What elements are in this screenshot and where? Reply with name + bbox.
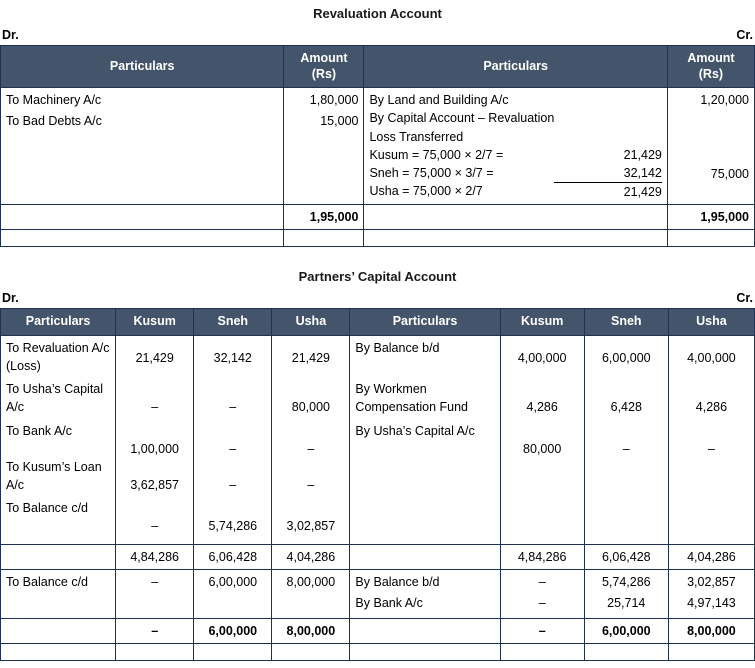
capital-body-row — [1, 335, 755, 544]
revaluation-dr-label: Dr. — [2, 28, 19, 42]
capital-total2-right-usha: 8,00,000 — [668, 619, 754, 644]
capital-total2-right-particulars — [350, 619, 500, 644]
capital-cr-label: Cr. — [736, 291, 753, 306]
capital-footer-cell — [116, 644, 194, 661]
revaluation-total-left-blank — [1, 205, 284, 230]
capital-total1-right-sneh: 6,06,428 — [584, 544, 668, 569]
revaluation-footer-cell — [1, 230, 284, 247]
capital-right-kusum-3: 80,000 — [523, 441, 562, 456]
capital-right-sneh-3: – — [622, 441, 630, 456]
capital-left-sneh-4: – — [229, 477, 237, 492]
revaluation-footer-blank-row — [1, 230, 755, 247]
capital-second-right-item-1: By Balance b/d — [355, 574, 440, 589]
revaluation-header-amount-right: Amount (Rs) — [667, 46, 754, 88]
capital-left-item-5: To Balance c/d — [6, 500, 88, 515]
capital-left-usha-2: 80,000 — [291, 399, 330, 414]
capital-left-usha-5: 3,02,857 — [286, 518, 336, 533]
capital-footer-cell — [668, 644, 754, 661]
capital-drcr — [0, 291, 755, 305]
capital-second-right-sneh-2: 25,714 — [607, 596, 646, 610]
capital-header-usha-right: Usha — [668, 309, 754, 336]
capital-second-left-item-1: To Balance c/d — [6, 574, 88, 589]
revaluation-header-row — [1, 46, 755, 88]
capital-left-kusum-3: 1,00,000 — [130, 441, 180, 456]
revaluation-right-amount-1: 1,20,000 — [700, 93, 749, 108]
capital-second-left-sneh-1: 6,00,000 — [208, 574, 258, 589]
capital-header-particulars-left: Particulars — [1, 309, 116, 336]
capital-right-kusum-cell — [500, 335, 584, 544]
capital-second-right-item-2: By Bank A/c — [355, 596, 423, 610]
revaluation-footer-cell — [667, 230, 754, 247]
revaluation-total-left-amount: 1,95,000 — [284, 205, 364, 230]
capital-right-usha-1: 4,00,000 — [687, 350, 736, 365]
capital-second-right-particulars — [350, 569, 500, 618]
revaluation-header-particulars-left: Particulars — [1, 46, 284, 88]
capital-total2-kusum: – — [116, 619, 194, 644]
capital-second-right-kusum-2: – — [538, 596, 546, 610]
capital-left-item-1: To Revaluation A/c (Loss) — [6, 340, 110, 373]
capital-right-sneh-cell — [584, 335, 668, 544]
capital-right-particulars-cell — [350, 335, 500, 544]
capital-header-usha-left: Usha — [272, 309, 350, 336]
capital-left-kusum-cell — [116, 335, 194, 544]
capital-footer-cell — [1, 644, 116, 661]
revaluation-split-row — [369, 146, 661, 164]
capital-left-item-3: To Bank A/c — [6, 423, 73, 438]
revaluation-right-particulars-cell — [364, 88, 667, 205]
capital-total2-usha: 8,00,000 — [272, 619, 350, 644]
capital-second-body-row — [1, 569, 755, 618]
capital-total2-sneh: 6,00,000 — [194, 619, 272, 644]
capital-total1-usha: 4,04,286 — [272, 544, 350, 569]
capital-right-item-3: By Usha’s Capital A/c — [355, 423, 475, 438]
capital-footer-cell — [500, 644, 584, 661]
capital-right-usha-cell — [668, 335, 754, 544]
capital-total1-right-kusum: 4,84,286 — [500, 544, 584, 569]
capital-second-right-kusum-1: – — [538, 574, 546, 589]
revaluation-right-line-1: By Land and Building A/c — [369, 93, 509, 108]
capital-second-left-usha — [272, 569, 350, 618]
capital-right-kusum-2: 4,286 — [526, 399, 558, 414]
revaluation-total-row — [1, 205, 755, 230]
revaluation-cr-label: Cr. — [736, 28, 753, 42]
capital-footer-cell — [350, 644, 500, 661]
capital-total1-particulars — [1, 544, 116, 569]
capital-left-usha-1: 21,429 — [291, 350, 330, 365]
capital-second-left-kusum — [116, 569, 194, 618]
revaluation-header-amount-left: Amount (Rs) — [284, 46, 364, 88]
capital-header-sneh-left: Sneh — [194, 309, 272, 336]
capital-left-kusum-5: – — [151, 518, 159, 533]
revaluation-split-table — [369, 146, 661, 201]
capital-dr-label: Dr. — [2, 291, 19, 306]
revaluation-drcr — [0, 28, 755, 42]
capital-total-row-1 — [1, 544, 755, 569]
revaluation-title: Revaluation Account — [313, 6, 442, 21]
revaluation-left-particulars-cell — [1, 88, 284, 205]
revaluation-table — [0, 45, 755, 247]
capital-total1-right-particulars — [350, 544, 500, 569]
capital-right-item-1: By Balance b/d — [355, 340, 440, 355]
capital-footer-cell — [584, 644, 668, 661]
revaluation-left-amount-2: 15,000 — [320, 114, 359, 129]
capital-second-left-sneh-spacer — [194, 594, 271, 618]
revaluation-footer-cell — [364, 230, 667, 247]
capital-second-right-sneh — [584, 569, 668, 618]
capital-left-sneh-cell — [194, 335, 272, 544]
capital-second-left-usha-1: 8,00,000 — [286, 574, 336, 589]
capital-left-sneh-3: – — [229, 441, 237, 456]
capital-right-usha-3: – — [707, 441, 715, 456]
capital-right-item-2: By Workmen Compensation Fund — [355, 381, 468, 414]
capital-left-sneh-5: 5,74,286 — [208, 518, 258, 533]
capital-left-particulars-cell — [1, 335, 116, 544]
capital-second-left-spacer — [1, 594, 115, 618]
revaluation-split-value-1: 21,429 — [623, 147, 662, 162]
capital-second-right-usha — [668, 569, 754, 618]
capital-header-kusum-left: Kusum — [116, 309, 194, 336]
revaluation-left-amount-1: 1,80,000 — [309, 93, 359, 108]
revaluation-right-amount-cell — [667, 88, 754, 205]
capital-header-row — [1, 309, 755, 336]
capital-footer-cell — [194, 644, 272, 661]
revaluation-left-item-2: To Bad Debts A/c — [6, 114, 102, 129]
capital-second-right-usha-1: 3,02,857 — [687, 574, 736, 589]
capital-left-sneh-2: – — [229, 399, 237, 414]
revaluation-total-right-blank — [364, 205, 667, 230]
capital-left-sneh-1: 32,142 — [213, 350, 252, 365]
revaluation-split-label-2: Sneh = 75,000 × 3/7 = — [369, 165, 494, 180]
revaluation-right-line-2: By Capital Account – Revaluation — [369, 111, 555, 126]
capital-footer-cell — [272, 644, 350, 661]
capital-table — [0, 308, 755, 661]
capital-right-sneh-2: 6,428 — [610, 399, 642, 414]
revaluation-split-value-3: 21,429 — [554, 182, 661, 201]
revaluation-total-right-amount: 1,95,000 — [667, 205, 754, 230]
capital-right-sneh-1: 6,00,000 — [601, 350, 651, 365]
capital-second-right-usha-2: 4,97,143 — [687, 596, 736, 610]
revaluation-right-split-total: 75,000 — [710, 167, 749, 182]
revaluation-left-amount-cell — [284, 88, 364, 205]
capital-right-kusum-1: 4,00,000 — [517, 350, 567, 365]
capital-left-usha-3: – — [307, 441, 315, 456]
capital-total1-right-usha: 4,04,286 — [668, 544, 754, 569]
revaluation-right-line-3: Loss Transferred — [369, 129, 464, 144]
revaluation-footer-cell — [284, 230, 364, 247]
capital-footer-blank-row — [1, 644, 755, 661]
revaluation-split-label-3: Usha = 75,000 × 2/7 — [369, 184, 483, 199]
capital-second-right-sneh-1: 5,74,286 — [601, 574, 651, 589]
capital-total2-particulars — [1, 619, 116, 644]
revaluation-header-particulars-right: Particulars — [364, 46, 667, 88]
capital-header-particulars-right: Particulars — [350, 309, 500, 336]
capital-left-kusum-1: 21,429 — [135, 350, 174, 365]
revaluation-split-value-2: 32,142 — [623, 165, 662, 180]
capital-left-usha-cell — [272, 335, 350, 544]
capital-total1-sneh: 6,06,428 — [194, 544, 272, 569]
capital-left-usha-4: – — [307, 477, 315, 492]
revaluation-split-label-1: Kusum = 75,000 × 2/7 = — [369, 147, 504, 162]
revaluation-split-row — [369, 164, 661, 183]
capital-total2-right-sneh: 6,00,000 — [584, 619, 668, 644]
capital-header-sneh-right: Sneh — [584, 309, 668, 336]
capital-second-left-sneh — [194, 569, 272, 618]
capital-second-left-particulars — [1, 569, 116, 618]
capital-header-kusum-right: Kusum — [500, 309, 584, 336]
capital-left-item-2: To Usha’s Capital A/c — [6, 381, 104, 414]
revaluation-body-row — [1, 88, 755, 205]
capital-left-kusum-2: – — [151, 399, 159, 414]
capital-second-left-kusum-1: – — [151, 574, 159, 589]
revaluation-split-row — [369, 182, 661, 201]
ledger-page — [0, 6, 755, 668]
capital-total-row-2 — [1, 619, 755, 644]
capital-left-item-4: To Kusum’s Loan A/c — [6, 459, 102, 492]
capital-second-right-kusum — [500, 569, 584, 618]
capital-second-left-usha-spacer — [272, 594, 349, 618]
capital-left-kusum-4: 3,62,857 — [130, 477, 180, 492]
revaluation-left-item-1: To Machinery A/c — [6, 93, 102, 108]
capital-second-left-kusum-spacer — [116, 594, 193, 618]
capital-total1-kusum: 4,84,286 — [116, 544, 194, 569]
revaluation-right-lines — [364, 88, 666, 204]
capital-total2-right-kusum: – — [500, 619, 584, 644]
capital-right-usha-2: 4,286 — [695, 399, 728, 414]
capital-title: Partners’ Capital Account — [298, 269, 457, 285]
